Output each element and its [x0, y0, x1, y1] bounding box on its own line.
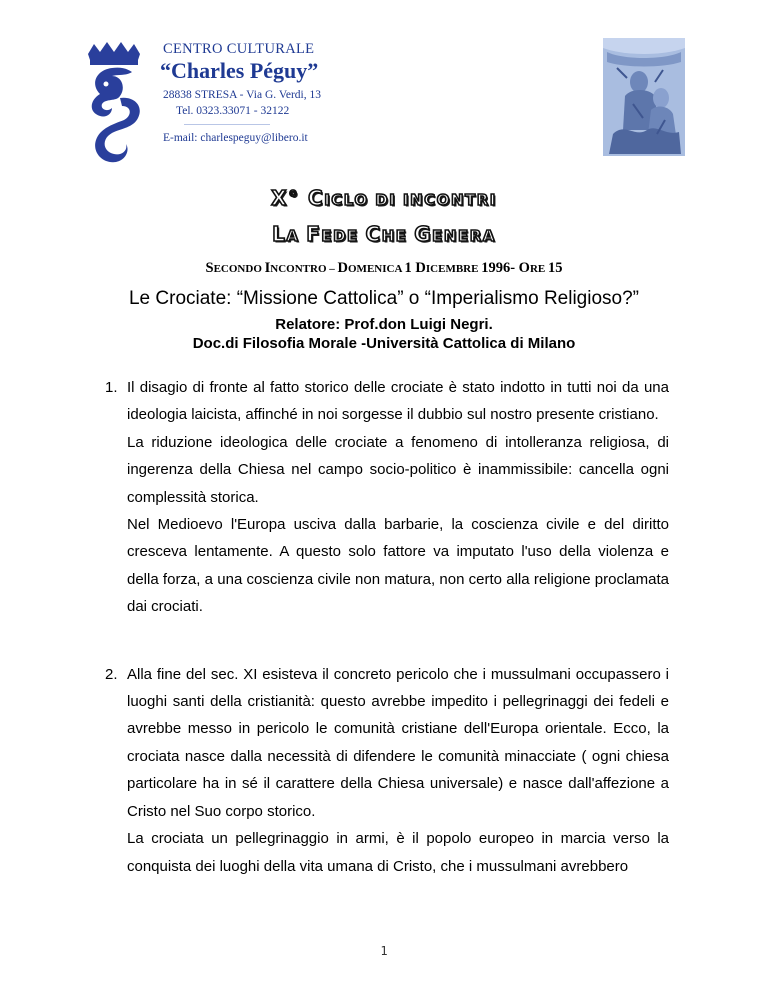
paragraph: Il disagio di fronte al fatto storico delle crociate è stato indotto in tutti noi da una ideologia laicista, affinché in noi sorgesse il dubbio sul nostro presente cristiano. — [127, 379, 669, 424]
paragraph: Alla fine del sec. XI esisteva il concreto pericolo che i mussulmani occupassero i luoghi santi della cristianità: questo avrebbe impedito i pellegrinaggi dei fedeli e avrebbe messo in pericolo le comunità cristiane dell'Europa orientale. Ecco, la crociata nasce dalla necessità di difendere le comunità minacciate ( ogni chiesa particolare ha in sé il carattere della Chiesa universale) e nasce dall'affezione a Cristo nel Suo corpo storico. — [127, 665, 669, 820]
org-phone: Tel. 0323.33071 - 32122 — [176, 105, 290, 117]
org-email: E-mail: charlespeguy@libero.it — [163, 132, 308, 144]
meeting-info: SECONDO INCONTRO – DOMENICA 1 DICEMBRE 1996- ORE 15 — [205, 260, 563, 276]
conference-title: Le Crociate: “Missione Cattolica” o “Imperialismo Religioso?” — [128, 288, 639, 309]
paragraph: La riduzione ideologica delle crociate a fenomeno di intolleranza religiosa, di ingerenza della Chiesa nel campo socio-politico è inammissibile: cancella ogni complessità storica. — [127, 433, 669, 506]
medieval-relief-image-icon — [603, 38, 685, 156]
list-item — [92, 661, 669, 880]
crowned-dragon-logo-icon — [82, 40, 146, 168]
page-number: 1 — [380, 944, 388, 958]
body-list — [92, 374, 669, 880]
letterhead-divider — [184, 124, 270, 125]
list-item-number: 1. — [105, 379, 118, 396]
org-name: “Charles Péguy” — [160, 58, 319, 83]
theme-heading: LA FEDE CHE GENERA — [272, 222, 496, 246]
org-label: CENTRO CULTURALE — [163, 41, 315, 57]
org-address: 28838 STRESA - Via G. Verdi, 13 — [163, 89, 321, 101]
paragraph: Nel Medioevo l'Europa usciva dalla barbarie, la coscienza civile e del diritto cresceva lentamente. A questo solo fattore va imputato l'uso della violenza e della forza, a una coscienza civile non matura, non certo alla religione proclamata dai crociati. — [127, 516, 669, 616]
list-item-number: 2. — [105, 665, 118, 683]
list-item — [92, 374, 669, 621]
speaker-affiliation: Doc.di Filosofia Morale -Università Cattolica di Milano — [192, 335, 576, 352]
paragraph: La crociata un pellegrinaggio in armi, è il popolo europeo in marcia verso la conquista dei luoghi della vita umana di Cristo, che i mussulmani avrebbero — [127, 830, 669, 875]
cycle-heading: X° CICLO DI INCONTRI — [271, 186, 497, 210]
speaker: Relatore: Prof.don Luigi Negri. — [275, 316, 493, 333]
